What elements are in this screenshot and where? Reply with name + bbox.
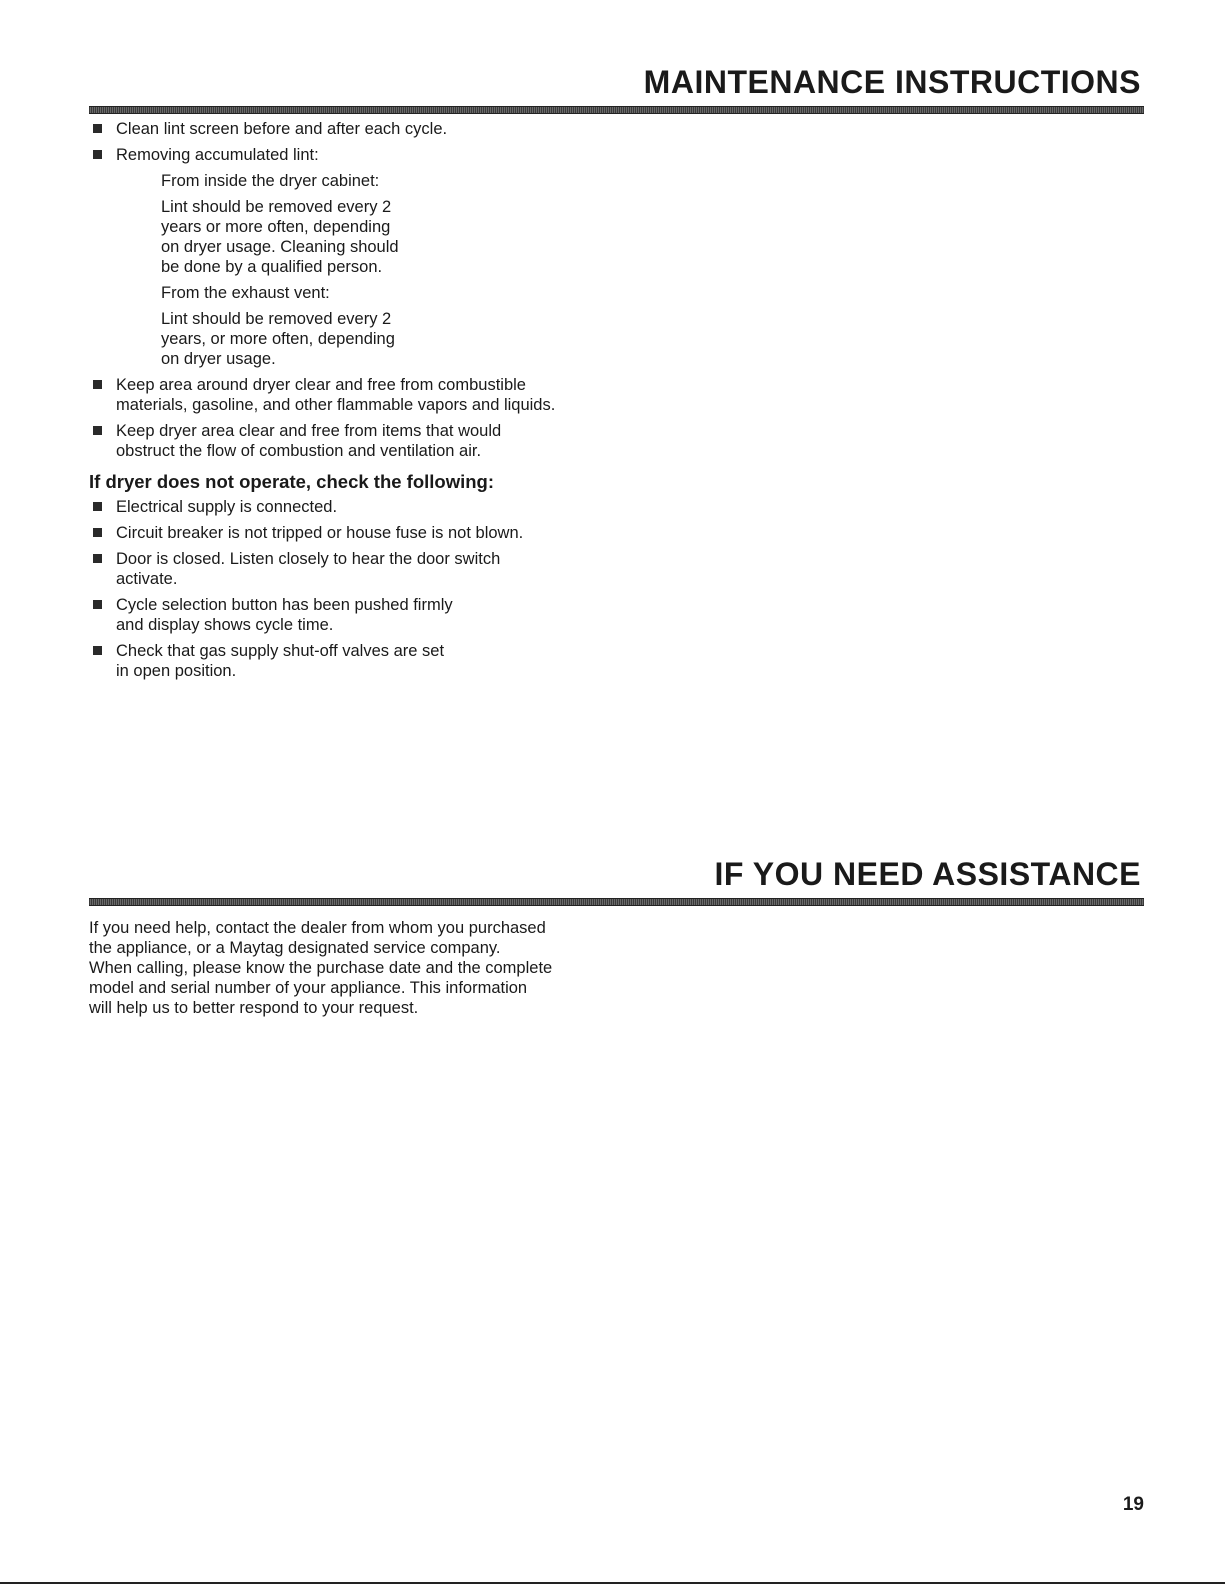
check-item: Cycle selection button has been pushed firmly and display shows cycle time. [89,595,649,635]
assistance-header [89,858,1144,906]
assistance-title: IF YOU NEED ASSISTANCE [714,856,1141,892]
assistance-rule [89,898,1144,906]
check-item: Circuit breaker is not tripped or house fuse is not blown. [89,523,649,543]
sub-heading-cabinet: From inside the dryer cabinet: [161,172,380,190]
assistance-paragraph: If you need help, contact the dealer from whom you purchased the appliance, or a Maytag designated service company. When calling, please know the purchase date and the complete model and serial number of your appliance. This information will help us to better respond to your request. [89,919,553,1017]
lint-removal-details [89,171,649,369]
maintenance-header [89,66,1144,114]
page-bottom-border [0,1582,1225,1584]
bullet-keep-airflow-clear: Keep dryer area clear and free from items that would obstruct the flow of combustion and ventilation air. [89,421,649,461]
bullet-clean-lint: Clean lint screen before and after each cycle. [89,119,649,139]
check-item: Door is closed. Listen closely to hear the door switch activate. [89,549,649,589]
maintenance-title: MAINTENANCE INSTRUCTIONS [643,64,1141,100]
page-number: 19 [1122,1494,1144,1515]
maintenance-content [89,119,649,687]
bullet-removing-lint: Removing accumulated lint: [89,145,649,165]
sub-heading-exhaust: From the exhaust vent: [161,284,330,302]
check-item: Check that gas supply shut-off valves are set in open position. [89,641,649,681]
check-item: Electrical supply is connected. [89,497,649,517]
maintenance-rule [89,106,1144,114]
bullet-keep-area-clear: Keep area around dryer clear and free from combustible materials, gasoline, and other flammable vapors and liquids. [89,375,649,415]
check-heading: If dryer does not operate, check the following: [89,471,495,492]
sub-text-exhaust: Lint should be removed every 2 years, or more often, depending on dryer usage. [161,310,395,368]
sub-text-cabinet: Lint should be removed every 2 years or more often, depending on dryer usage. Cleaning should be done by a qualified person. [161,198,399,276]
